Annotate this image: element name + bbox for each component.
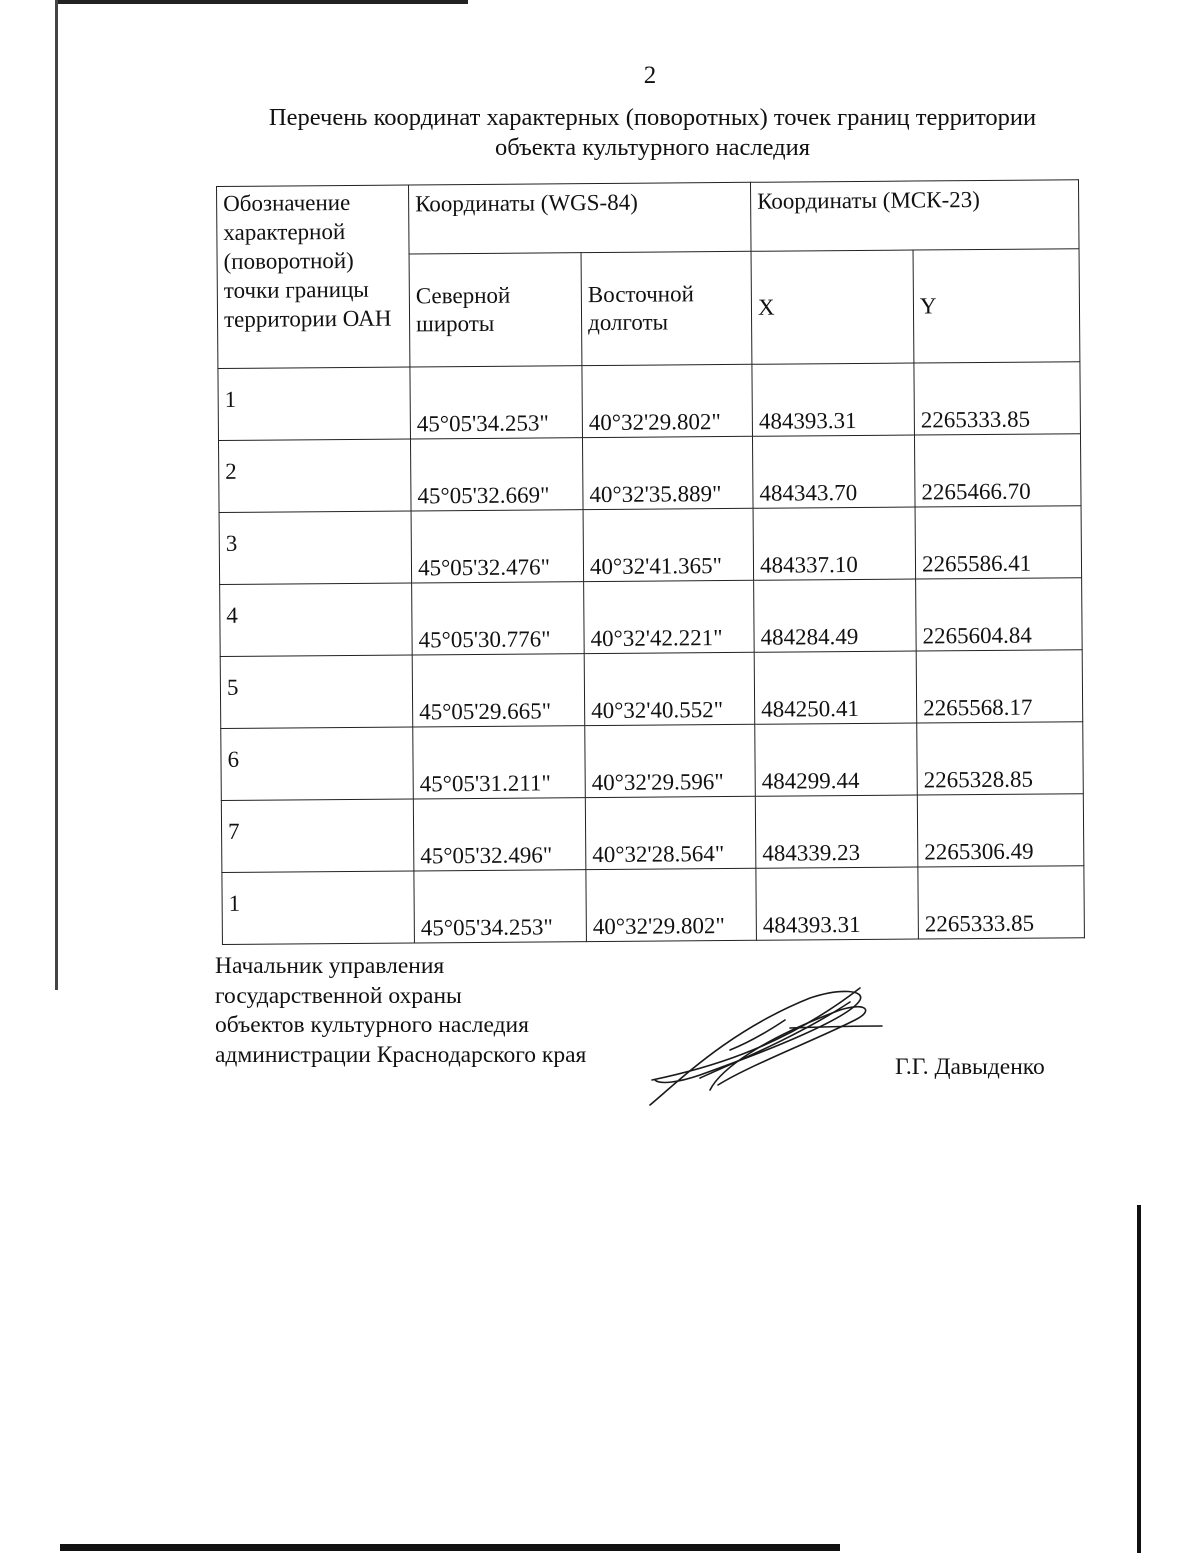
- table-row: [221, 794, 1084, 873]
- signer-name: Г.Г. Давыденко: [895, 1054, 1045, 1080]
- table-row: [219, 506, 1082, 585]
- header-point-designation: Обозначение характерной (поворотной) точки границы территории ОАН: [217, 185, 410, 369]
- signer-position: [215, 952, 586, 1070]
- cell-latitude: 45°05'34.253": [410, 366, 583, 439]
- header-north-latitude: Северной широты: [409, 253, 582, 367]
- scan-border-top: [58, 0, 468, 4]
- header-msk23: Координаты (МСК-23): [751, 180, 1080, 252]
- cell-x: 484339.23: [755, 795, 918, 868]
- cell-point: 3: [219, 511, 412, 585]
- cell-latitude: 45°05'32.669": [410, 438, 583, 511]
- cell-longitude: 40°32'41.365": [583, 508, 754, 581]
- cell-x: 484250.41: [754, 651, 917, 724]
- cell-latitude: 45°05'30.776": [412, 582, 585, 655]
- signer-position-line: объектов культурного наследия: [215, 1012, 529, 1038]
- handwritten-signature-image: [640, 980, 890, 1110]
- header-wgs84: Координаты (WGS-84): [408, 182, 751, 254]
- cell-latitude: 45°05'32.476": [411, 510, 584, 583]
- page-number: 2: [643, 62, 657, 89]
- header-east-longitude: Восточной долготы: [581, 251, 752, 365]
- cell-point: 7: [221, 799, 414, 873]
- cell-longitude: 40°32'40.552": [584, 652, 755, 725]
- signer-position-line: Начальник управления: [215, 953, 445, 979]
- cell-longitude: 40°32'42.221": [584, 580, 755, 653]
- cell-x: 484343.70: [752, 435, 915, 508]
- table-row: [221, 722, 1084, 801]
- cell-x: 484393.31: [756, 867, 919, 940]
- scan-border-bottom: [60, 1544, 840, 1551]
- cell-y: 2265466.70: [914, 434, 1081, 507]
- scan-border-left: [55, 0, 58, 990]
- title-line-1: Перечень координат характерных (поворотных) точек границ территории: [268, 104, 1037, 131]
- cell-point: 1: [218, 367, 411, 441]
- cell-x: 484337.10: [753, 507, 916, 580]
- table-row: [222, 866, 1085, 945]
- cell-point: 2: [218, 439, 411, 513]
- table-row: [220, 578, 1083, 657]
- cell-latitude: 45°05'29.665": [412, 654, 585, 727]
- cell-point: 4: [220, 583, 413, 657]
- cell-point: 1: [222, 871, 415, 945]
- cell-longitude: 40°32'35.889": [582, 436, 753, 509]
- cell-y: 2265328.85: [917, 722, 1084, 795]
- signer-position-line: государственной охраны: [215, 982, 462, 1009]
- cell-y: 2265586.41: [915, 506, 1082, 579]
- cell-x: 484284.49: [754, 579, 917, 652]
- table-row: [218, 434, 1081, 513]
- cell-longitude: 40°32'28.564": [585, 796, 756, 869]
- cell-point: 5: [220, 655, 413, 729]
- cell-y: 2265568.17: [916, 650, 1083, 723]
- document-title: [230, 103, 1075, 163]
- cell-latitude: 45°05'34.253": [414, 870, 587, 943]
- cell-longitude: 40°32'29.596": [585, 724, 756, 797]
- table-row: [220, 650, 1083, 729]
- cell-latitude: 45°05'31.211": [413, 726, 586, 799]
- cell-y: 2265604.84: [916, 578, 1083, 651]
- cell-y: 2265333.85: [918, 866, 1085, 939]
- cell-longitude: 40°32'29.802": [582, 364, 753, 437]
- table-row: [218, 362, 1081, 441]
- cell-y: 2265333.85: [914, 362, 1081, 435]
- header-x: X: [751, 250, 914, 364]
- coordinates-table-wrapper: [216, 179, 1083, 941]
- cell-x: 484393.31: [752, 363, 915, 436]
- cell-latitude: 45°05'32.496": [413, 798, 586, 871]
- header-y: Y: [913, 249, 1080, 363]
- signer-position-line: администрации Краснодарского края: [215, 1041, 587, 1068]
- cell-y: 2265306.49: [917, 794, 1084, 867]
- scan-border-right: [1137, 1205, 1141, 1553]
- cell-point: 6: [221, 727, 414, 801]
- cell-x: 484299.44: [755, 723, 918, 796]
- title-line-2: объекта культурного наследия: [495, 134, 810, 161]
- cell-longitude: 40°32'29.802": [586, 868, 757, 941]
- coordinates-table: [216, 179, 1085, 945]
